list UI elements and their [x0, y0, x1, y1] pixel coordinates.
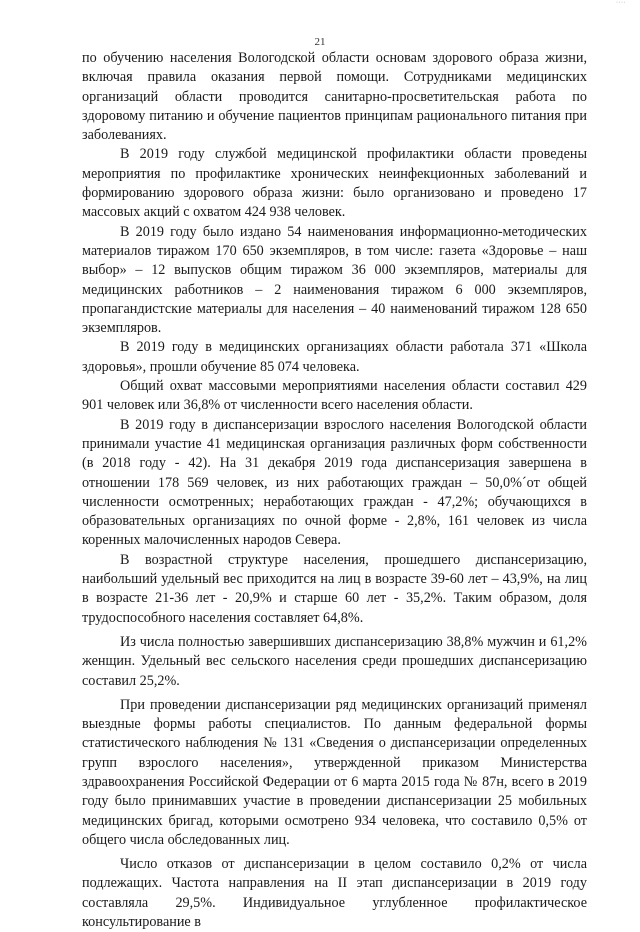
paragraph-mobile-teams: При проведении диспансеризации ряд медицинских организаций применял выездные формы работы специалистов. По данным федеральной формы статистического наблюдения № 131 «Сведения о диспансеризации определенных групп взрослого населения», утвержденной приказом Министерства здравоохранения Российской Федерации от 6 марта 2015 года № 87н, всего в 2019 году было принимавших участие в проведении диспансеризации 25 мобильных медицинских бригад, которыми осмотрено 934 человека, что составило 0,5% от общего числа обследованных лиц.	[82, 696, 587, 848]
paragraph-refusals: Число отказов от диспансеризации в целом составило 0,2% от числа подлежащих. Частота направления на II этап диспансеризации в 2019 году составляла 29,5%. Индивидуальное углубленное профилактическое консультирование в	[82, 856, 587, 931]
paragraph-prevention-events: В 2019 году службой медицинской профилактики области проведены мероприятия по профилактике хронических неинфекционных заболеваний и формированию здорового образа жизни: было организовано и проведено 17 массовых акций с охватом 424 938 человек.	[82, 146, 587, 221]
page-number: 21	[314, 36, 326, 48]
paragraph-health-schools: В 2019 году в медицинских организациях области работала 371 «Школа здоровья», прошли обучение 85 074 человека.	[82, 339, 587, 375]
paragraph-health-education: по обучению населения Вологодской области основам здорового образа жизни, включая правила оказания первой помощи. Сотрудниками медицинских организаций области проводится санитарно-просветительская работа по здоровому питанию и обучение пациентов принципам рационального питания при заболеваниях.	[82, 50, 587, 144]
document-body	[82, 49, 587, 932]
paragraph-coverage: Общий охват массовыми мероприятиями населения области составил 429 901 человек или 36,8% от численности всего населения области.	[82, 378, 587, 414]
paragraph-gender-structure: Из числа полностью завершивших диспансеризацию 38,8% мужчин и 61,2% женщин. Удельный вес сельского населения среди прошедших диспансеризацию составил 25,2%.	[82, 633, 587, 689]
paragraph-publications: В 2019 году было издано 54 наименования информационно-методических материалов тиражом 170 650 экземпляров, в том числе: газета «Здоровье – наш выбор» – 12 выпусков общим тиражом 36 000 экземпляров, материалы для медицинских работников – 2 наименования тиражом 6 000 экземпляров, пропагандистские материалы для населения – 40 наименований тиражом 128 650 экземпляров.	[82, 223, 587, 337]
paragraph-age-structure: В возрастной структуре населения, прошедшего диспансеризацию, наибольший удельный вес приходится на лиц в возрасте 39-60 лет – 43,9%, на лиц в возрасте 21-36 лет - 20,9% и старше 60 лет - 35,2%. Таким образом, доля трудоспособного населения составляет 64,8%.	[82, 551, 587, 626]
corner-scan-mark: ····	[616, 0, 626, 6]
paragraph-dispensarization: В 2019 году в диспансеризации взрослого населения Вологодской области принимали участие 41 медицинская организация различных форм собственности (в 2018 году - 42). На 31 декабря 2019 года диспансеризация завершена в отношении 178 569 человек, из них работающих граждан – 50,0%´от общей численности осмотренных; неработающих граждан - 47,2%; обучающихся в образовательных организациях по очной форме - 2,8%, 161 человек из числа коренных малочисленных народов Севера.	[82, 416, 587, 549]
